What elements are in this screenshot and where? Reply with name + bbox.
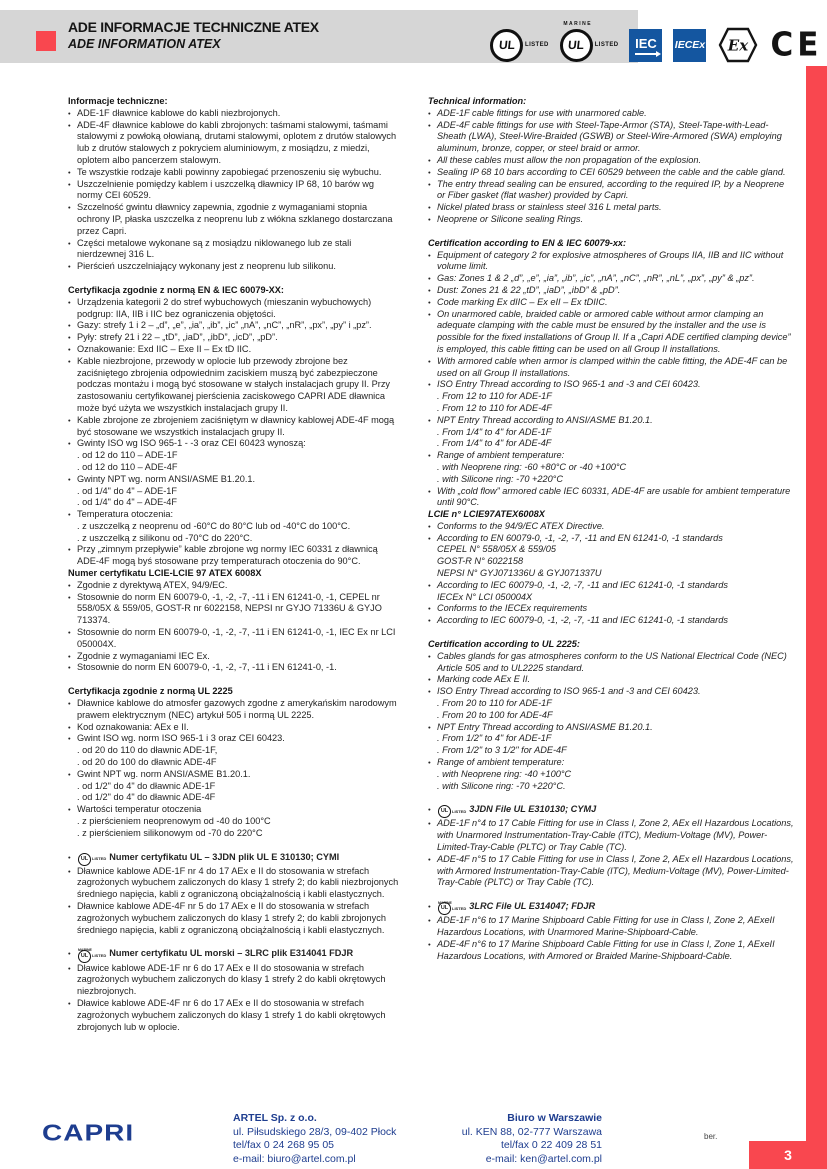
section xyxy=(68,852,400,937)
ul-marine-listed-icon: MARINE UL LISTED xyxy=(438,902,466,915)
bullet-item xyxy=(428,757,794,769)
page-number-badge xyxy=(749,1141,827,1169)
bullet-icon: • xyxy=(428,687,431,697)
bullet-item xyxy=(428,651,794,675)
bullet-text: Zgodnie z dyrektywą ATEX, 94/9/EC. xyxy=(77,579,228,590)
sub-line: . z uszczelką z silikonu od -70°C do 220°C. xyxy=(77,532,253,543)
bullet-item xyxy=(428,804,794,818)
bullet-item xyxy=(428,450,794,462)
sub-line: . od 1/2" do 4" do dławnic ADE-4F xyxy=(77,792,216,803)
bullet-icon: • xyxy=(428,214,431,224)
section xyxy=(68,948,400,1033)
company-phone: tel/fax 0 24 268 95 05 xyxy=(233,1139,334,1151)
bullet-icon: • xyxy=(428,675,431,685)
left-column-polish xyxy=(68,96,400,1033)
section xyxy=(428,509,794,627)
bullet-item xyxy=(428,120,794,155)
bullet-text: Equipment of category 2 for explosive atmospheres of Groups IIA, IIB and IIC without volume limit. xyxy=(437,249,784,272)
bullet-item xyxy=(68,238,400,262)
bullet-text: Przy „zimnym przepływie” kable zbrojone wg normy IEC 60331 z dławnicą ADE-4F mogą byś stosowane przy temperaturach otoczenia do 90°C. xyxy=(77,544,378,567)
bullet-text: ADE-4F cable fittings for use with Steel-Tape-Armor (STA), Steel-Tape-with-Lead-Sheath (LWA), Steel-Wire-Braided (GSWB) or Steel-Wire-Armored (SWA) employing aluminum, bronze, copper, or steel braid or armor. xyxy=(437,119,782,154)
iec-underline xyxy=(635,53,657,55)
bullet-icon: • xyxy=(68,439,71,449)
bullet-text: Gwinty ISO wg ISO 965-1 - -3 oraz CEI 60423 wynoszą: xyxy=(77,438,306,449)
bullet-text: All these cables must allow the non propagation of the explosion. xyxy=(437,154,702,165)
bullet-item xyxy=(68,769,400,781)
bullet-icon: • xyxy=(428,415,431,425)
bullet-text: Pyły: strefy 21 i 22 – „tD”, „iaD”, „ibD”, „icD”, „pD”. xyxy=(77,332,278,343)
section xyxy=(68,568,400,674)
bullet-icon: • xyxy=(68,238,71,248)
page-subtitle: ADE INFORMATION ATEX xyxy=(68,37,221,51)
bullet-item xyxy=(68,438,400,450)
section xyxy=(428,804,794,889)
ul-circle: UL xyxy=(438,902,451,915)
bullet-text: Dławnice kablowe do atmosfer gazowych zgodne z amerykańskim narodowym prawem elektrycznym (NEC) artykuł 505 i normą UL 2225. xyxy=(77,698,397,720)
bullet-icon: • xyxy=(68,344,71,354)
bullet-text: Uszczelnienie pomiędzy kablem i uszczelką dławnicy IP 68, 10 barów wg normy CEI 60529. xyxy=(77,178,375,201)
sub-line: . od 20 do 100 do dławnic ADE-4F xyxy=(77,757,217,768)
bullet-item xyxy=(68,344,400,356)
bullet-text: Kable niezbrojone, przewody w oplocie lub przewody zbrojone bez zaciśniętego zbrojenia odpowiednim zaciskiem muszą być zabezpieczone podczas montażu i mogą być stosowane w stałych instalacjach grupy II. Przy zastosowaniu certyfikowanej pierścienia zaciskowego CAPRI ADE dławnica może być użyta we wszystkich instalacjach grupy II. xyxy=(77,355,391,413)
bullet-text: According to EN 60079-0, -1, -2, -7, -11 and EN 61241-0, -1 standards xyxy=(437,532,723,543)
bullet-item xyxy=(428,214,794,226)
ul-listed-label: LISTED xyxy=(594,42,619,48)
page-edge-strip xyxy=(806,66,827,1169)
bullet-icon: • xyxy=(68,510,71,520)
bullet-text: Range of ambient temperature: xyxy=(437,757,565,768)
sub-line: . with Silicone ring: -70 +220°C. xyxy=(437,780,566,791)
bullet-item xyxy=(68,998,400,1033)
bullet-item xyxy=(68,202,400,237)
sub-line: . z pierścieniem silikonowym od -70 do 220°C xyxy=(77,827,263,838)
section xyxy=(428,96,794,226)
bullet-item xyxy=(68,179,400,203)
bullet-item xyxy=(428,818,794,853)
bullet-icon: • xyxy=(68,321,71,331)
bullet-text: On unarmored cable, braided cable or armored cable without armor clamping an adequate clamping with the cable must be ensured by the installer and the use is possible for the fixed installations of Group II. If a „Capri ADE certified clamping device” is employed, this cable fitting can be used on all Group II installations. xyxy=(437,308,791,354)
sub-line: NEPSI N° GYJ071336U & GYJ071337U xyxy=(437,568,602,579)
bullet-item xyxy=(428,854,794,889)
sub-line: . od 1/2" do 4" do dławnic ADE-1F xyxy=(77,780,216,791)
bullet-text: Dławice kablowe ADE-1F nr 6 do 17 AEx e II do stosowania w strefach zagrożonych wybuchem zaliczonych do klasy 1 strefy 2 do kabli okrętowych niezbrojonych. xyxy=(77,962,386,997)
sub-line: . From 1/4" to 4" for ADE-1F xyxy=(437,426,552,437)
sub-line: CEPEL N° 558/05X & 559/05 xyxy=(437,544,556,555)
bullet-item xyxy=(68,627,400,651)
bullet-item xyxy=(428,674,794,686)
bullet-text: Marking code AEx E II. xyxy=(437,674,531,685)
office-phone: tel/fax 0 22 409 28 51 xyxy=(501,1139,602,1151)
bullet-icon: • xyxy=(68,852,71,862)
bullet-text: Stosownie do norm EN 60079-0, -1, -2, -7, -11 i EN 61241-0, -1, CEPEL nr 558/05X & 559/05, GOST-R nr 6022158, NEPSI nr GYJO 71336U & GYJO 713374. xyxy=(77,591,382,626)
bullet-text: ISO Entry Thread according to ISO 965-1 and -3 and CEI 60423. xyxy=(437,686,701,697)
marine-label: MARINE xyxy=(438,900,452,905)
bullet-text: ADE-4F n°6 to 17 Marine Shipboard Cable Fitting for use in Class I, Zone 1, AExeII Hazardous Locations, with Armored or Braided Marine-Shipboard-Cable. xyxy=(437,938,775,961)
bullet-text: Gazy: strefy 1 i 2 – „d”, „e”, „ia”, „ib”, „ic” „nA”, „nC”, „nR”, „px”, „py” i „pz”. xyxy=(77,320,372,331)
bullet-icon: • xyxy=(68,769,71,779)
bullet-text: With armored cable when armor is clamped within the cable fitting, the ADE-4F can be used on all Group II installations. xyxy=(437,355,788,378)
bullet-icon: • xyxy=(68,545,71,555)
bullet-text: Gwint ISO wg. norm ISO 965-1 i 3 oraz CEI 60423. xyxy=(77,733,285,744)
ul-marine-listed-icon: MARINE UL LISTED xyxy=(78,950,106,963)
bullet-icon: • xyxy=(428,939,431,949)
bullet-icon: • xyxy=(68,297,71,307)
page-number: 3 xyxy=(784,1147,792,1163)
bullet-item xyxy=(428,167,794,179)
artel-contact-block xyxy=(233,1112,396,1166)
iecex-logo: IECEx xyxy=(673,29,706,62)
bullet-item xyxy=(68,963,400,998)
bullet-item xyxy=(428,915,794,939)
bullet-item xyxy=(428,108,794,120)
bullet-icon: • xyxy=(68,699,71,709)
sub-line: . From 1/2" to 3 1/2" for ADE-4F xyxy=(437,745,567,756)
iec-logo: IEC xyxy=(629,29,662,62)
bullet-item xyxy=(68,474,400,486)
bullet-item xyxy=(428,273,794,285)
section-heading: Numer certyfikatu LCIE-LCIE 97 ATEX 6008X xyxy=(68,568,262,579)
ul-listed-label: LISTED xyxy=(525,42,549,48)
bullet-text: Oznakowanie: Exd IIC – Exe II – Ex tD IIC. xyxy=(77,343,252,354)
bullet-item xyxy=(428,901,794,915)
bullet-text: Stosownie do norm EN 60079-0, -1, -2, -7, -11 i EN 61241-0, -1, IEC Ex nr LCI 050004X. xyxy=(77,627,396,649)
bullet-item xyxy=(428,202,794,214)
bullet-text: ADE-4F n°5 to 17 Cable Fitting for use in Class I, Zone 2, AEx eII Hazardous Locations, with Armored Instrumentation-Tray-Cable (ITC), Medium-Voltage (MV), Power-Limited-Tray-Cable (PLTC) or Tray Cable (TC). xyxy=(437,853,794,888)
bullet-item xyxy=(68,901,400,936)
bullet-text: Dławice kablowe ADE-4F nr 6 do 17 AEx e II do stosowania w strefach zagrożonych wybuchem zaliczonych do klasy 1 strefy 1 do kabli okrętowych zbrojonych lub w oplocie. xyxy=(77,997,386,1032)
bullet-icon: • xyxy=(428,580,431,590)
bullet-icon: • xyxy=(68,108,71,118)
bullet-text: ISO Entry Thread according to ISO 965-1 and -3 and CEI 60423. xyxy=(437,379,701,390)
bullet-item xyxy=(68,332,400,344)
bullet-icon: • xyxy=(428,805,431,815)
section-heading: Technical information: xyxy=(428,96,527,106)
bullet-icon: • xyxy=(68,262,71,272)
bullet-icon: • xyxy=(68,651,71,661)
bullet-text: Gwint NPT wg. norm ANSI/ASME B1.20.1. xyxy=(77,768,251,779)
bullet-icon: • xyxy=(428,604,431,614)
bullet-icon: • xyxy=(428,274,431,284)
office-name: Biuro w Warszawie xyxy=(507,1112,602,1124)
bullet-text: Te wszystkie rodzaje kabli powinny zapobiegać przenoszeniu się wybuchu. xyxy=(77,166,382,177)
bullet-icon: • xyxy=(68,167,71,177)
bullet-icon: • xyxy=(68,356,71,366)
bullet-text: According to IEC 60079-0, -1, -2, -7, -11 and IEC 61241-0, -1 standards xyxy=(437,615,728,626)
bullet-icon: • xyxy=(428,533,431,543)
bullet-text: Conforms to the 94/9/EC ATEX Directive. xyxy=(437,520,605,531)
bullet-icon: • xyxy=(68,866,71,876)
sub-line: . From 1/4" to 4" for ADE-4F xyxy=(437,438,552,449)
sub-line: GOST-R N° 6022158 xyxy=(437,556,524,567)
bullet-icon: • xyxy=(68,203,71,213)
bullet-icon: • xyxy=(428,758,431,768)
bullet-icon: • xyxy=(428,380,431,390)
bullet-item xyxy=(428,379,794,391)
svg-text:Ex: Ex xyxy=(728,36,749,55)
bullet-item xyxy=(68,580,400,592)
certification-logos xyxy=(490,22,822,68)
section xyxy=(428,901,794,962)
bullet-text: Temperatura otoczenia: xyxy=(77,509,174,520)
bullet-item xyxy=(68,415,400,439)
section-heading: Certyfikacja zgodnie z normą EN & IEC 60079-XX: xyxy=(68,284,284,295)
bullet-icon: • xyxy=(68,902,71,912)
bullet-item xyxy=(428,155,794,167)
bullet-item xyxy=(428,722,794,734)
ul-marine-listed-logo xyxy=(560,20,619,62)
bullet-item xyxy=(428,179,794,203)
bullet-icon: • xyxy=(428,722,431,732)
sub-line: . z pierścieniem neoprenowym od -40 do 100°C xyxy=(77,816,271,827)
section xyxy=(68,285,400,568)
bullet-text: Conforms to the IECEx requirements xyxy=(437,603,588,614)
bullet-icon: • xyxy=(68,179,71,189)
bullet-icon: • xyxy=(428,167,431,177)
bullet-item xyxy=(428,580,794,592)
bullet-item xyxy=(68,261,400,273)
bullet-text: With „cold flow” armored cable IEC 60331, ADE-4F are usable for ambient temperature until 90°C. xyxy=(437,485,791,508)
ul-listed-icon: UL LISTED xyxy=(78,853,106,866)
bullet-item xyxy=(68,804,400,816)
bullet-item xyxy=(428,356,794,380)
bullet-text: Sealing IP 68 10 bars according to CEI 60529 between the cable and the cable gland. xyxy=(437,166,786,177)
bullet-item xyxy=(68,722,400,734)
bullet-text: Cables glands for gas atmospheres conform to the US National Electrical Code (NEC) Article 505 and to UL2225 standard. xyxy=(437,650,787,673)
bullet-item xyxy=(428,533,794,545)
bullet-icon: • xyxy=(68,415,71,425)
ul-circle: UL xyxy=(78,950,91,963)
bullet-item xyxy=(428,603,794,615)
bullet-icon: • xyxy=(68,592,71,602)
bullet-item xyxy=(68,108,400,120)
bullet-item xyxy=(68,320,400,332)
bullet-item xyxy=(68,592,400,627)
certificate-title: 3LRC File UL E314047; FDJR xyxy=(469,901,596,912)
bullet-item xyxy=(68,852,400,866)
bullet-icon: • xyxy=(428,616,431,626)
bullet-text: Urządzenia kategorii 2 do stref wybuchowych (mieszanin wybuchowych) podgrup: IIA, IIB i IIC bez ograniczenia objętości. xyxy=(77,296,372,319)
office-address: ul. KEN 88, 02-777 Warszawa xyxy=(461,1125,602,1138)
section-heading: Informacje techniczne: xyxy=(68,96,168,106)
section xyxy=(428,639,794,792)
ul-circle: UL xyxy=(560,29,593,62)
section-heading: Certification according to EN & IEC 60079-xx: xyxy=(428,237,627,248)
sub-line: . From 20 to 100 for ADE-4F xyxy=(437,709,553,720)
bullet-item xyxy=(428,415,794,427)
bullet-item xyxy=(68,948,400,962)
marine-label: MARINE xyxy=(563,20,593,27)
sub-line: . od 1/4" do 4" – ADE-4F xyxy=(77,497,177,508)
bullet-icon: • xyxy=(428,902,431,912)
header-titles xyxy=(68,19,319,51)
bullet-text: Stosownie do norm EN 60079-0, -1, -2, -7, -11 i EN 61241-0, -1. xyxy=(77,662,337,673)
bullet-icon: • xyxy=(68,663,71,673)
sub-line: . with Neoprene ring: -60 +80°C or -40 +100°C xyxy=(437,461,627,472)
sub-line: . From 1/2" to 4" for ADE-1F xyxy=(437,733,552,744)
bullet-icon: • xyxy=(428,309,431,319)
certificate-title: Numer certyfikatu UL – 3JDN plik UL E 310130; CYMI xyxy=(109,851,340,862)
bullet-icon: • xyxy=(68,474,71,484)
bullet-icon: • xyxy=(68,949,71,959)
section-heading: Certyfikacja zgodnie z normą UL 2225 xyxy=(68,686,233,697)
bullet-icon: • xyxy=(428,250,431,260)
bullet-text: Wartości temperatur otoczenia xyxy=(77,804,202,815)
bullet-text: Range of ambient temperature: xyxy=(437,450,565,461)
sub-line: . z uszczelką z neoprenu od -60°C do 80°C lub od -40°C do 100°C. xyxy=(77,520,351,531)
bullet-item xyxy=(428,521,794,533)
bullet-icon: • xyxy=(428,155,431,165)
bullet-icon: • xyxy=(68,963,71,973)
bullet-icon: • xyxy=(428,285,431,295)
bullet-icon: • xyxy=(428,651,431,661)
bullet-icon: • xyxy=(68,628,71,638)
sub-line: . From 12 to 110 for ADE-4F xyxy=(437,402,552,413)
section-heading: LCIE n° LCIE97ATEX6008X xyxy=(428,509,545,520)
bullet-icon: • xyxy=(428,356,431,366)
bullet-item xyxy=(68,866,400,901)
bullet-text: Neoprene or Silicone sealing Rings. xyxy=(437,213,584,224)
bullet-icon: • xyxy=(68,734,71,744)
sub-line: IECEx N° LCI 050004X xyxy=(437,591,533,602)
bullet-icon: • xyxy=(428,179,431,189)
atex-ex-hexagon-logo xyxy=(717,26,759,64)
bullet-item xyxy=(428,686,794,698)
sub-line: . with Silicone ring: -70 +220°C xyxy=(437,473,563,484)
certificate-title: Numer certyfikatu UL morski – 3LRC plik E314041 FDJR xyxy=(109,948,354,959)
bullet-text: ADE-1F cable fittings for use with unarmored cable. xyxy=(437,107,647,118)
bullet-item xyxy=(68,509,400,521)
ul-circle: UL xyxy=(490,29,523,62)
certificate-title: 3JDN File UL E310130; CYMJ xyxy=(469,804,597,815)
bullet-text: ADE-1F n°4 to 17 Cable Fitting for use in Class I, Zone 2, AEx eII Hazardous Locations, with Unarmored Instrumentation-Tray-Cable (ITC), Medium-Voltage (MV), Power-Limited-Tray-Cable (PLTC) or Tray Cable (TC). xyxy=(437,818,794,853)
section xyxy=(68,96,400,273)
ul-circle: UL xyxy=(78,853,91,866)
bullet-text: Dust: Zones 21 & 22 „tD”, „iaD”, „ibD” & „pD”. xyxy=(437,284,621,295)
bullet-icon: • xyxy=(68,805,71,815)
bullet-item xyxy=(68,120,400,167)
bullet-text: ADE-1F n°6 to 17 Marine Shipboard Cable Fitting for use in Class I, Zone 2, AExeII Hazardous Locations, with Unarmored Marine-Shipboard-Cable. xyxy=(437,915,775,938)
bullet-icon: • xyxy=(68,580,71,590)
bullet-text: Dławnice kablowe ADE-4F nr 5 do 17 AEx e II do stosowania w strefach zagrożonych wybuchem zaliczonych do klasy 1 strefy 2; do kabli zbrojonych średniego napięcia, kabli z ograniczoną obciążalnością i kabli elastycznych. xyxy=(77,901,386,935)
bullet-text: Gwinty NPT wg. norm ANSI/ASME B1.20.1. xyxy=(77,473,256,484)
bullet-icon: • xyxy=(68,722,71,732)
bullet-text: Szczelność gwintu dławnicy zapewnia, zgodnie z wymaganiami stopnia ochrony IP, płaska uszczelka z neoprenu lub z włókna szklanego dostarczana przez Capri. xyxy=(77,202,393,236)
marine-label: MARINE xyxy=(78,948,92,953)
bullet-item xyxy=(68,297,400,321)
bullet-item xyxy=(428,309,794,356)
section xyxy=(68,686,400,839)
ul-listed-logo xyxy=(490,29,549,62)
bullet-text: Nickel plated brass or stainless steel 316 L metal parts. xyxy=(437,202,662,213)
red-square-decoration xyxy=(36,31,56,51)
bullet-item xyxy=(68,167,400,179)
bullet-item xyxy=(428,615,794,627)
bullet-icon: • xyxy=(428,854,431,864)
bullet-icon: • xyxy=(428,297,431,307)
office-email: e-mail: ken@artel.com.pl xyxy=(485,1152,602,1165)
bullet-text: NPT Entry Thread according to ANSI/ASME B1.20.1. xyxy=(437,721,653,732)
bullet-text: ADE-4F dławnice kablowe do kabli zbrojonych: taśmami stalowymi, taśmami stalowymi z powłoką ołowianą, drutami stalowymi, oplotem z drutów stalowych lub z drutów stalowych z pokryciem aluminiowym, z mosiądzu, z miedzi, oplotem albo pancerzem stalowym. xyxy=(77,119,397,165)
bullet-icon: • xyxy=(428,521,431,531)
bullet-icon: • xyxy=(428,108,431,118)
sub-line: . with Neoprene ring: -40 +100°C xyxy=(437,768,572,779)
sub-line: . od 20 do 110 do dławnic ADE-1F, xyxy=(77,745,218,756)
ul-listed-icon: UL LISTED xyxy=(438,805,466,818)
bullet-icon: • xyxy=(428,451,431,461)
bullet-icon: • xyxy=(68,333,71,343)
capri-logo: CAPRI xyxy=(42,1120,135,1146)
bullet-item xyxy=(428,250,794,274)
sub-line: . od 12 do 110 – ADE-1F xyxy=(77,450,178,461)
sub-line: . From 12 to 110 for ADE-1F xyxy=(437,391,552,402)
bullet-item xyxy=(68,544,400,568)
bullet-item xyxy=(68,651,400,663)
warsaw-contact-block xyxy=(420,1112,602,1166)
bullet-icon: • xyxy=(68,120,71,130)
bullet-icon: • xyxy=(428,819,431,829)
bullet-icon: • xyxy=(428,203,431,213)
bullet-text: Dławnice kablowe ADE-1F nr 4 do 17 AEx e II do stosowania w strefach zagrożonych wybuchem zaliczonych do klasy 1 strefy 2; do kabli niezbrojonych średniego napięcia, kabli z ograniczoną obciążalnością i kabli elastycznych. xyxy=(77,865,399,900)
bullet-text: Części metalowe wykonane są z mosiądzu niklowanego lub ze stali nierdzewnej 316 L. xyxy=(77,237,352,260)
bullet-item xyxy=(68,356,400,415)
company-name: ARTEL Sp. z o.o. xyxy=(233,1112,317,1124)
ul-circle: UL xyxy=(438,805,451,818)
bullet-text: Pierścień uszczelniający wykonany jest z neoprenu lub silikonu. xyxy=(77,261,336,272)
bullet-item xyxy=(68,698,400,722)
bullet-text: Kod oznakowania: AEx e II. xyxy=(77,721,189,732)
bullet-item xyxy=(428,297,794,309)
sub-line: . od 12 do 110 – ADE-4F xyxy=(77,461,178,472)
section-heading: Certification according to UL 2225: xyxy=(428,639,580,650)
bullet-item xyxy=(428,939,794,963)
right-column-english xyxy=(428,96,794,963)
bullet-text: ADE-1F dławnice kablowe do kabli niezbrojonych. xyxy=(77,107,281,118)
side-note: ber. xyxy=(704,1132,718,1141)
bullet-icon: • xyxy=(428,916,431,926)
sub-line: . od 1/4" do 4" – ADE-1F xyxy=(77,485,177,496)
page-title: ADE INFORMACJE TECHNICZNE ATEX xyxy=(68,19,319,35)
bullet-icon: • xyxy=(428,486,431,496)
bullet-text: According to IEC 60079-0, -1, -2, -7, -11 and IEC 61241-0, -1 standards xyxy=(437,579,728,590)
bullet-item xyxy=(428,486,794,510)
section xyxy=(428,238,794,509)
bullet-icon: • xyxy=(68,998,71,1008)
bullet-text: NPT Entry Thread according to ANSI/ASME B1.20.1. xyxy=(437,414,653,425)
bullet-item xyxy=(68,733,400,745)
bullet-text: Kable zbrojone ze zbrojeniem zaciśniętym w dławnicy kablowej ADE-4F mogą być stosowane we wszystkich instalacjach grupy II. xyxy=(77,414,395,437)
bullet-icon: • xyxy=(428,120,431,130)
bullet-text: Gas: Zones 1 & 2 „d”, „e”, „ia”, „ib”, „ic”, „nA”, „nC”, „nR”, „nL”, „px”, „py” & „pz”. xyxy=(437,273,755,284)
company-address: ul. Piłsudskiego 28/3, 09-402 Płock xyxy=(233,1125,397,1138)
bullet-item xyxy=(428,285,794,297)
bullet-text: Code marking Ex dIIC – Ex eII – Ex tDIIC. xyxy=(437,296,608,307)
company-email: e-mail: biuro@artel.com.pl xyxy=(233,1152,356,1165)
ce-logo: CE xyxy=(770,26,823,64)
bullet-item xyxy=(68,662,400,674)
bullet-text: The entry thread sealing can be ensured, according to the required IP, by a Neoprene or Fiber gasket (flat washer) provided by Capri. xyxy=(437,178,785,201)
bullet-text: Zgodnie z wymaganiami IEC Ex. xyxy=(77,650,210,661)
sub-line: . From 20 to 110 for ADE-1F xyxy=(437,698,552,709)
